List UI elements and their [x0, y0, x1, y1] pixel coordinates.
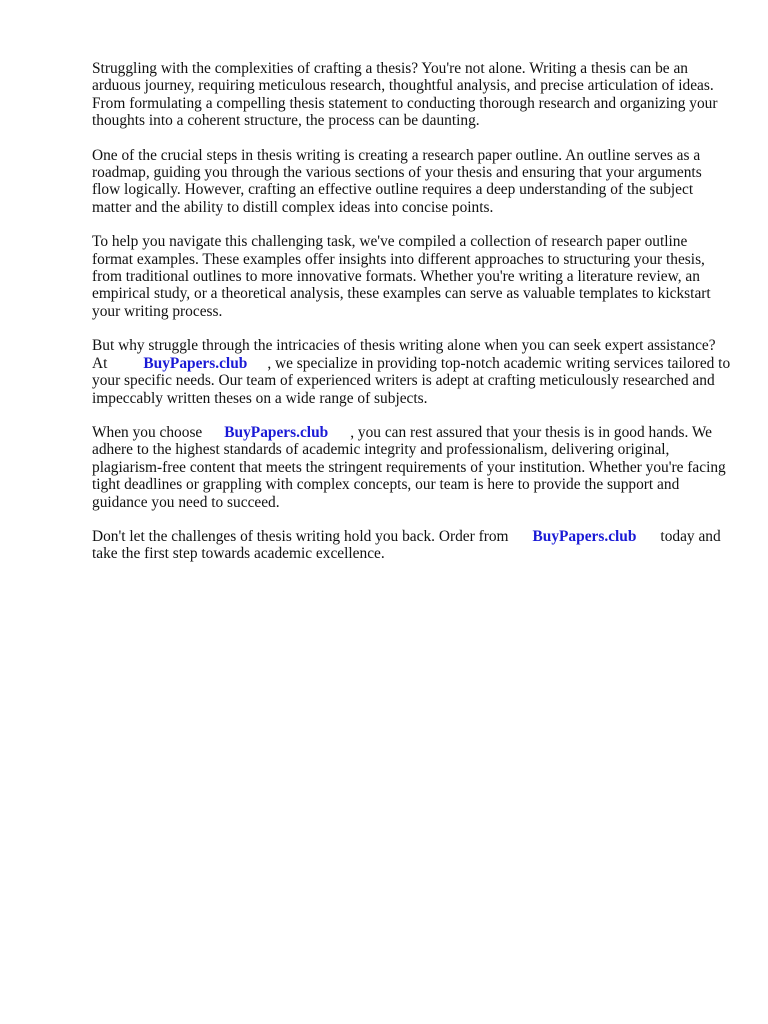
paragraph-text-after: , we specialize in providing top-notch academic writing services tailored to your specific needs. Our team of experienced writers is adept at crafting meticulously researched and impeccably written theses on a wide range of subjects. — [92, 354, 731, 407]
paragraph-text-before: But why struggle through the intricacies of thesis writing alone when you can seek expert assistance? At — [92, 337, 716, 372]
paragraph-text-after: , you can rest assured that your thesis is in good hands. We adhere to the highest standards of academic integrity and professionalism, delivering original, plagiarism-free content that meets the stringent requirements of your institution. Whether you're facing tight deadlines or grappling with complex concepts, our team is here to provide the support and guidance you need to succeed. — [92, 423, 726, 511]
paragraph-examples: To help you navigate this challenging task, we've compiled a collection of research paper outline format examples. These examples offer insights into different approaches to structuring your thesis, from traditional outlines to more innovative formats. Whether you're writing a literature review, an empirical study, or a theoretical analysis, these examples can serve as valuable templates to kickstart your writing process. — [92, 233, 711, 320]
paragraph-choose — [92, 424, 732, 511]
paragraph-assistance — [92, 337, 732, 407]
paragraph-intro: Struggling with the complexities of crafting a thesis? You're not alone. Writing a thesis can be an arduous journey, requiring meticulous research, thoughtful analysis, and precise articulation of ideas. From formulating a compelling thesis statement to conducting thorough research and organizing your thoughts into a coherent structure, the process can be daunting. — [92, 60, 718, 130]
paragraph-order — [92, 528, 732, 563]
paragraph-outline: One of the crucial steps in thesis writing is creating a research paper outline. An outline serves as a roadmap, guiding you through the various sections of your thesis and ensuring that your arguments flow logically. However, crafting an effective outline requires a deep understanding of the subject matter and the ability to distill complex ideas into concise points. — [92, 146, 702, 216]
document-body — [92, 60, 732, 580]
paragraph-text-before: When you choose — [92, 423, 203, 441]
buypapers-link[interactable]: BuyPapers.club — [532, 527, 637, 545]
buypapers-link[interactable]: BuyPapers.club — [224, 423, 329, 441]
paragraph-text-before: Don't let the challenges of thesis writing hold you back. Order from — [92, 527, 509, 545]
paragraph-text-after: today and take the first step towards academic excellence. — [92, 527, 721, 563]
buypapers-link[interactable]: BuyPapers.club — [143, 354, 248, 372]
